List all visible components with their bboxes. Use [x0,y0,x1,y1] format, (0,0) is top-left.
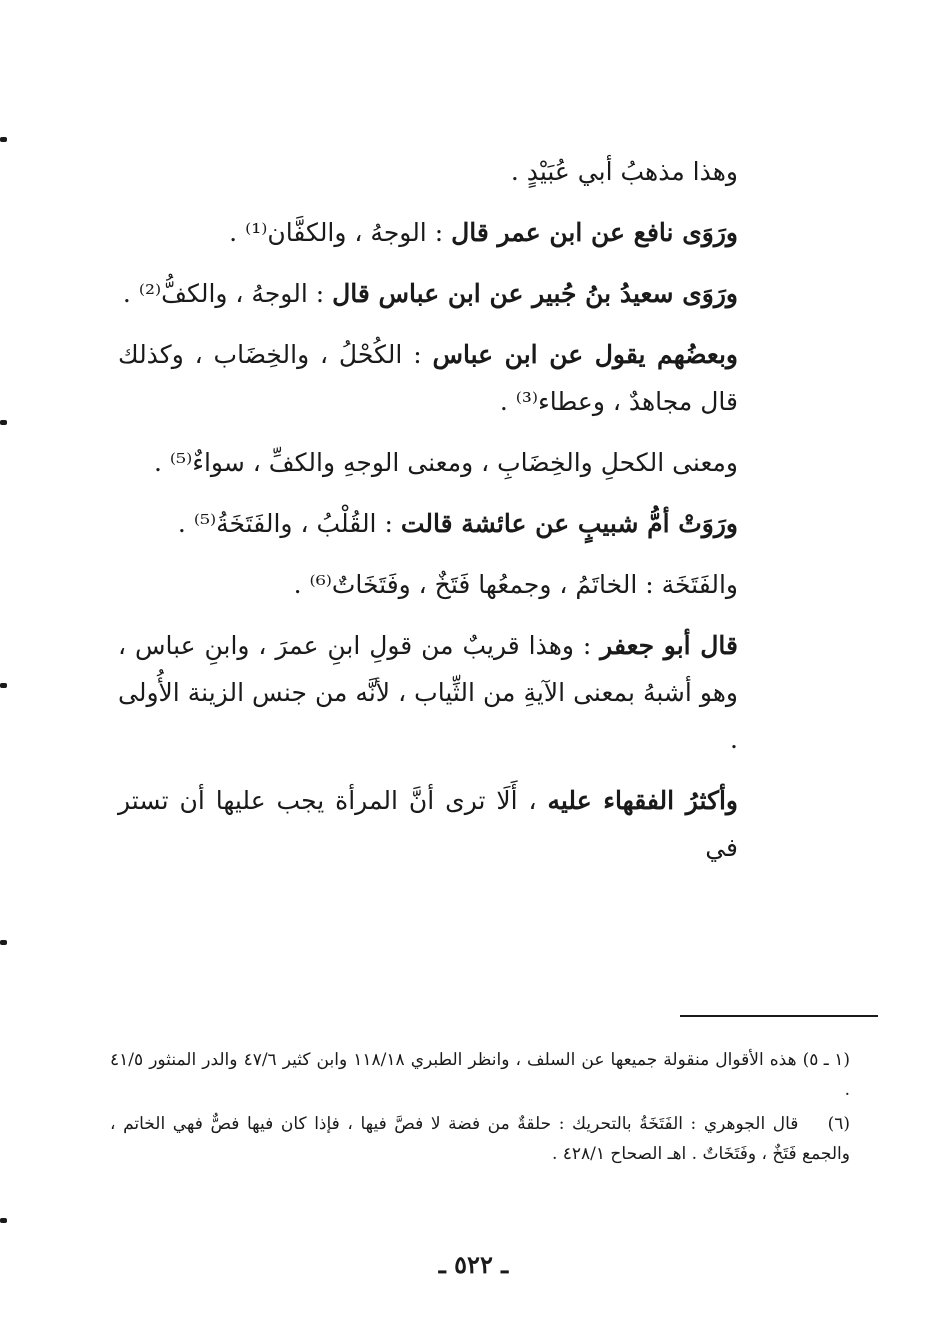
scan-edge-mark [0,940,7,945]
text-run: : وهذا قريبٌ من قولِ ابنِ عمرَ ، وابنِ عباس ، وهو أشبهُ بمعنى الآيةِ من الثِّياب ، لأنَّه من جنس الزينة الأُولى . [118,631,738,754]
paragraph [118,270,738,317]
footnote-text: قال الجوهري : الفَتَخَةُ بالتحريك : حلقةٌ من فضة لا فصَّ فيها ، فإذا كان فيها فصٌّ فهي الخاتم ، والجمع فَتَخٌ ، وفَتَخَاتٌ . اهـ الصحاح ٤٢٨/١ . [110,1114,850,1164]
paragraph [118,500,738,547]
paragraph [118,209,738,256]
bold-phrase: ورَوَى سعيدُ بنُ جُبير عن ابن عباس قال [332,279,738,308]
text-run: ومعنى الكحلِ والخِضَابِ ، ومعنى الوجهِ والكفِّ ، سواءٌ⁽⁵⁾ . [153,448,738,477]
bold-phrase: وأكثرُ الفقهاء عليه [547,786,738,815]
bold-phrase: قال أبو جعفر [600,631,738,660]
footnotes [110,1045,850,1173]
bold-phrase: وبعضُهم يقول عن ابن عباس [432,340,738,369]
bold-phrase: ورَوَى نافع عن ابن عمر قال [451,218,738,247]
footnote [110,1045,850,1105]
text-run: وهذا مذهبُ أبي عُبَيْدٍ . [510,157,738,186]
scan-edge-mark [0,137,7,142]
text-run: والفَتَخَة : الخاتَمُ ، وجمعُها فَتَخٌ ، وفَتَخَاتٌ⁽⁶⁾ . [293,570,738,599]
paragraph [118,148,738,195]
text-run: : الوجهُ ، والكفُّ⁽²⁾ . [122,279,333,308]
paragraph [118,622,738,763]
text-run: : الوجهُ ، والكفَّان⁽¹⁾ . [229,218,452,247]
paragraph [118,561,738,608]
paragraph [118,777,738,871]
text-run: : القُلْبُ ، والفَتَخَةُ⁽⁵⁾ . [177,509,401,538]
footnote-text: هذه الأقوال منقولة جميعها عن السلف ، وانظر الطبري ١١٨/١٨ وابن كثير ٤٧/٦ والدر المنثور ٤١/٥ . [110,1050,850,1100]
text-run: : الكُحْلُ ، والخِضَاب ، وكذلك قال مجاهدٌ ، وعطاء⁽³⁾ . [118,340,738,416]
scan-edge-mark [0,1218,7,1223]
scan-edge-mark [0,420,7,425]
scan-edge-mark [0,683,7,688]
footnote [110,1109,850,1169]
paragraph [118,331,738,425]
page-number: ـ ٥٢٢ ـ [438,1250,509,1279]
paragraph [118,439,738,486]
text-run: ، أَلَا ترى أنَّ المرأة يجب عليها أن تستر في [118,786,738,862]
footnote-divider [680,1015,878,1017]
main-text [118,148,738,885]
footnote-number: (١ ـ ٥) [802,1050,850,1070]
bold-phrase: ورَوَتْ أمُّ شبيبٍ عن عائشة قالت [400,509,738,538]
footnote-number: (٦) [827,1114,850,1134]
